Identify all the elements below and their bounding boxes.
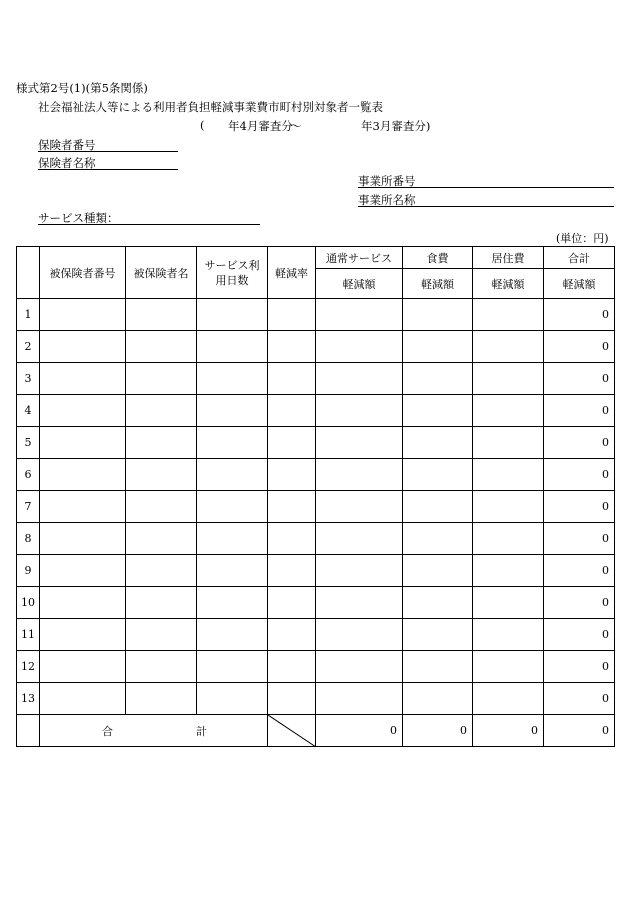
total-cell: 0 [544,459,615,491]
insured-name-cell [126,299,197,331]
form-number: 様式第2号(1)(第5条関係) [16,81,148,95]
insured-name-cell [126,459,197,491]
reduction-rate-cell [268,587,316,619]
total-cell: 0 [544,651,615,683]
header-row-1 [17,247,615,269]
sum-row [17,715,615,747]
insured-name-cell [126,651,197,683]
insured-number-cell [40,299,126,331]
header-reduction-rate: 軽減率 [268,247,316,299]
insured-number-cell [40,331,126,363]
service-days-cell [197,395,268,427]
period-open: ( [200,118,205,132]
meals-cell [403,683,473,715]
housing-cell [473,299,544,331]
header-service-days: サービス利用日数 [197,247,268,299]
normal-service-cell [316,331,403,363]
normal-service-cell [316,395,403,427]
housing-cell [473,523,544,555]
row-number: 7 [17,491,40,523]
header-insured-name: 被保険者名 [126,247,197,299]
normal-service-cell [316,555,403,587]
meals-cell [403,523,473,555]
insured-number-cell [40,555,126,587]
sum-label-a: 合 [102,725,113,738]
sum-meals: 0 [403,715,473,747]
row-number: 11 [17,619,40,651]
table-row [17,491,615,523]
service-days-cell [197,459,268,491]
office-name-label: 事業所名称 [358,193,416,207]
document-title: 社会福祉法人等による利用者負担軽減事業費市町村別対象者一覧表 [38,100,383,114]
total-cell: 0 [544,427,615,459]
row-number: 4 [17,395,40,427]
header-reduction-amount-total: 軽減額 [544,269,615,299]
meals-cell [403,459,473,491]
reduction-rate-cell [268,395,316,427]
insured-number-cell [40,459,126,491]
sum-no [17,715,40,747]
meals-cell [403,555,473,587]
table-row [17,587,615,619]
row-number: 12 [17,651,40,683]
meals-cell [403,651,473,683]
insured-name-cell [126,619,197,651]
meals-cell [403,363,473,395]
header-no [17,247,40,299]
housing-cell [473,395,544,427]
table-row [17,299,615,331]
insured-number-cell [40,587,126,619]
service-days-cell [197,523,268,555]
row-number: 5 [17,427,40,459]
reduction-rate-cell [268,427,316,459]
table-row [17,427,615,459]
sum-total: 0 [544,715,615,747]
normal-service-cell [316,619,403,651]
table-row [17,523,615,555]
insured-number-cell [40,427,126,459]
header-housing: 居住費 [473,247,544,269]
housing-cell [473,331,544,363]
reduction-table [16,246,615,747]
row-number: 9 [17,555,40,587]
header-reduction-amount-normal: 軽減額 [316,269,403,299]
sum-housing: 0 [473,715,544,747]
total-cell: 0 [544,619,615,651]
service-type-field [38,210,260,225]
insurer-name-field [38,155,178,170]
insured-name-cell [126,395,197,427]
meals-cell [403,427,473,459]
table-row [17,331,615,363]
normal-service-cell [316,683,403,715]
reduction-rate-cell [268,619,316,651]
insured-name-cell [126,555,197,587]
service-days-cell [197,363,268,395]
insured-number-cell [40,683,126,715]
total-cell: 0 [544,523,615,555]
table-row [17,395,615,427]
housing-cell [473,427,544,459]
service-days-cell [197,491,268,523]
table-row [17,619,615,651]
normal-service-cell [316,363,403,395]
insurer-number-field [38,137,178,152]
header-total: 合計 [544,247,615,269]
total-cell: 0 [544,331,615,363]
reduction-rate-cell [268,491,316,523]
housing-cell [473,363,544,395]
normal-service-cell [316,299,403,331]
insured-name-cell [126,331,197,363]
meals-cell [403,587,473,619]
office-number-label: 事業所番号 [358,174,416,188]
row-number: 10 [17,587,40,619]
diagonal-line [268,715,316,747]
header-normal-service: 通常サービス [316,247,403,269]
period-end: 年3月審査分) [361,119,431,133]
period-start: 年4月審査分 [228,119,293,133]
row-number: 8 [17,523,40,555]
insured-name-cell [126,427,197,459]
service-days-cell [197,555,268,587]
total-cell: 0 [544,363,615,395]
reduction-rate-cell [268,331,316,363]
header-reduction-amount-housing: 軽減額 [473,269,544,299]
sum-normal-service: 0 [316,715,403,747]
total-cell: 0 [544,587,615,619]
row-number: 3 [17,363,40,395]
insured-name-cell [126,491,197,523]
row-number: 6 [17,459,40,491]
housing-cell [473,651,544,683]
housing-cell [473,491,544,523]
table-row [17,651,615,683]
reduction-rate-cell [268,555,316,587]
service-days-cell [197,683,268,715]
meals-cell [403,619,473,651]
normal-service-cell [316,587,403,619]
row-number: 2 [17,331,40,363]
table-row [17,683,615,715]
meals-cell [403,491,473,523]
reduction-rate-cell [268,459,316,491]
header-meals: 食費 [403,247,473,269]
housing-cell [473,619,544,651]
insured-name-cell [126,363,197,395]
sum-rate-diagonal [268,715,316,747]
reduction-rate-cell [268,523,316,555]
period-tilde: ～ [290,119,302,133]
meals-cell [403,299,473,331]
insured-name-cell [126,587,197,619]
service-days-cell [197,619,268,651]
service-days-cell [197,587,268,619]
table-row [17,363,615,395]
normal-service-cell [316,427,403,459]
service-days-cell [197,427,268,459]
table-body [17,299,615,715]
table-row [17,459,615,491]
meals-cell [403,395,473,427]
normal-service-cell [316,459,403,491]
service-type-label: サービス種類： [38,211,119,225]
unit-label: (単位：円) [556,232,609,245]
insurer-name-label: 保険者名称 [38,156,96,170]
office-name-field [358,192,614,207]
sum-label-b: 計 [196,725,207,738]
header-reduction-amount-meals: 軽減額 [403,269,473,299]
meals-cell [403,331,473,363]
reduction-rate-cell [268,651,316,683]
insured-number-cell [40,395,126,427]
insured-number-cell [40,491,126,523]
service-days-cell [197,331,268,363]
insured-name-cell [126,523,197,555]
housing-cell [473,459,544,491]
insured-name-cell [126,683,197,715]
insured-number-cell [40,619,126,651]
header-insured-number: 被保険者番号 [40,247,126,299]
normal-service-cell [316,523,403,555]
housing-cell [473,587,544,619]
office-number-field [358,173,614,188]
insured-number-cell [40,363,126,395]
housing-cell [473,555,544,587]
row-number: 1 [17,299,40,331]
sum-label-cell [40,715,268,747]
housing-cell [473,683,544,715]
total-cell: 0 [544,555,615,587]
reduction-rate-cell [268,683,316,715]
reduction-rate-cell [268,299,316,331]
total-cell: 0 [544,683,615,715]
service-days-cell [197,651,268,683]
total-cell: 0 [544,395,615,427]
normal-service-cell [316,651,403,683]
row-number: 13 [17,683,40,715]
total-cell: 0 [544,491,615,523]
reduction-rate-cell [268,363,316,395]
service-days-cell [197,299,268,331]
table-row [17,555,615,587]
normal-service-cell [316,491,403,523]
insured-number-cell [40,523,126,555]
insurer-number-label: 保険者番号 [38,138,96,152]
total-cell: 0 [544,299,615,331]
insured-number-cell [40,651,126,683]
